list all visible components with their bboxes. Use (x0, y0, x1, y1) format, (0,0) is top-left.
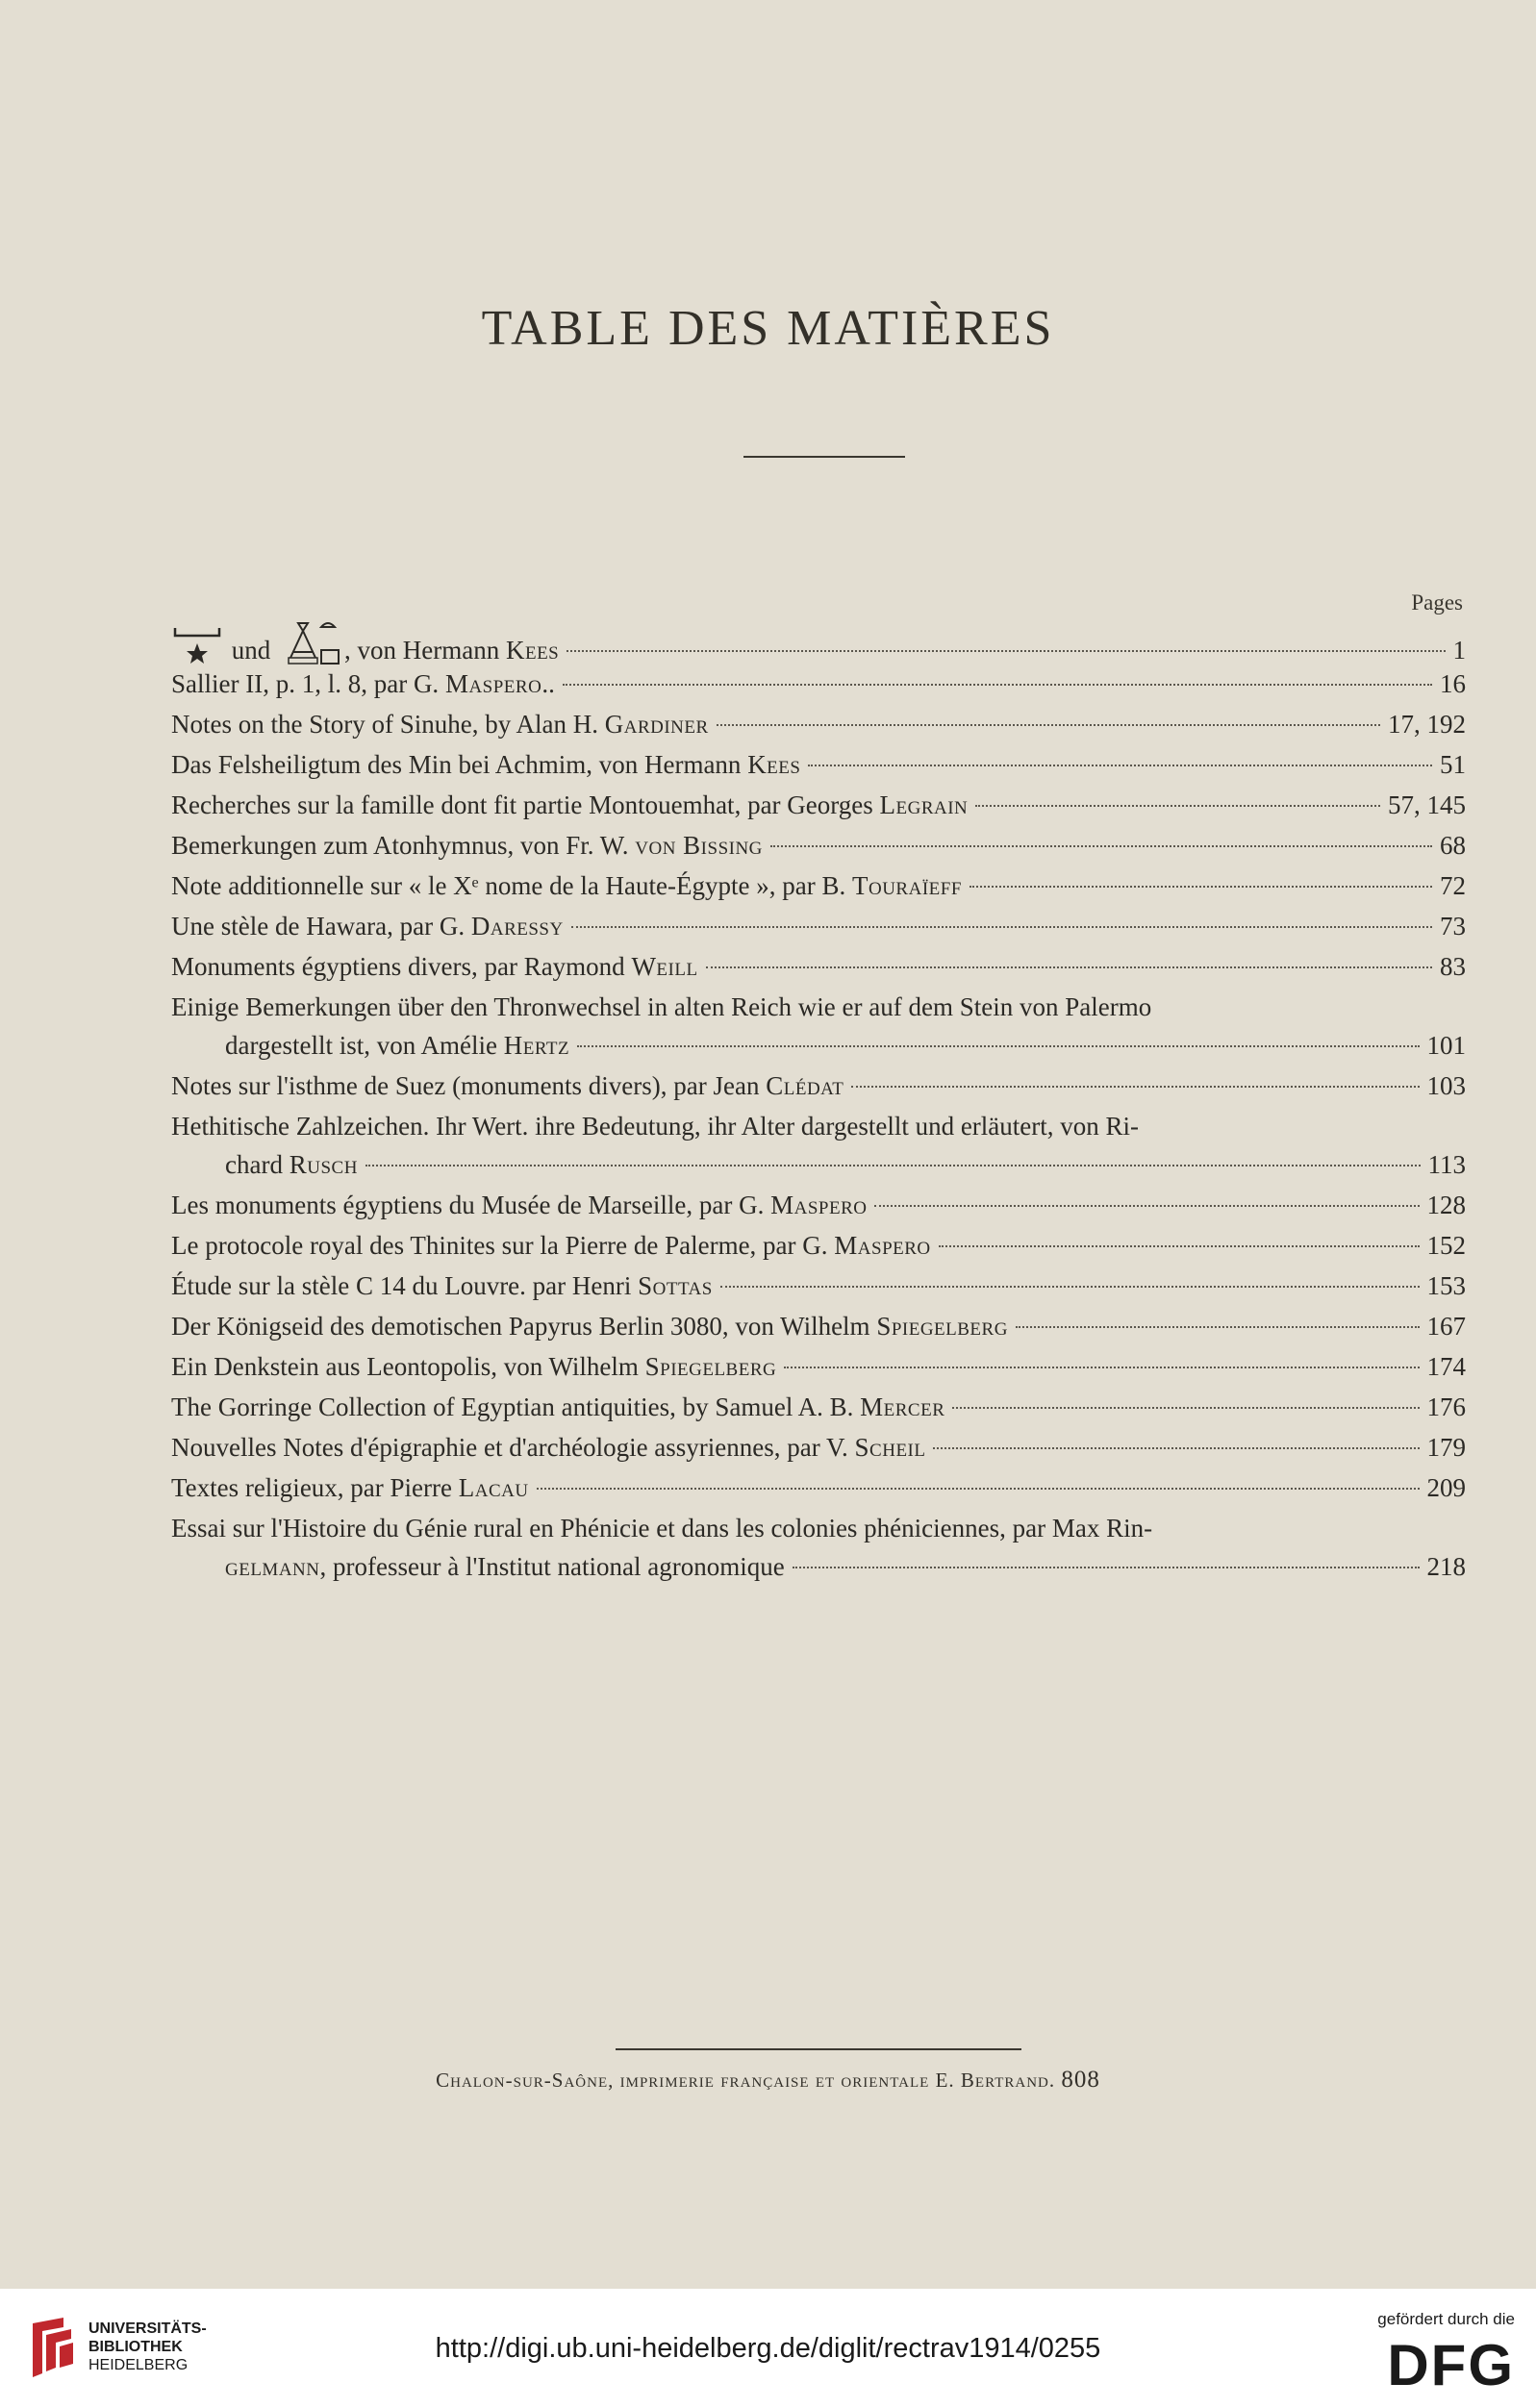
toc-entry: Étude sur la stèle C 14 du Louvre. par Henri Sottas 153 (171, 1266, 1466, 1306)
entry-page-number: 72 (1440, 871, 1466, 900)
toc-entry: Einige Bemerkungen über den Thronwechsel in alten Reich wie er auf dem Stein von Palermo dargestellt ist, von Amélie Hertz 101 (171, 987, 1466, 1066)
toc-entry: Sallier II, p. 1, l. 8, par G. Maspero.. 16 (171, 664, 1466, 704)
entry-page-number: 167 (1426, 1312, 1466, 1341)
footer-rule (616, 2048, 1021, 2050)
entry-page-number: 57, 145 (1388, 790, 1466, 819)
toc-entry: und , von Hermann Kees 1 (171, 623, 1466, 664)
dot-leader (952, 1407, 1419, 1409)
entry-page-number: 174 (1426, 1352, 1466, 1381)
toc-entry: Le protocole royal des Thinites sur la Pierre de Palerme, par G. Maspero 152 (171, 1225, 1466, 1266)
toc-entry: Recherches sur la famille dont fit partie Montouemhat, par Georges Legrain 57, 145 (171, 785, 1466, 825)
entry-author: Gardiner (604, 710, 709, 739)
printer-imprint: Chalon-sur-Saône, imprimerie française et orientale E. Bertrand. 808 (436, 2067, 1100, 2093)
toc-entry: The Gorringe Collection of Egyptian antiquities, by Samuel A. B. Mercer 176 (171, 1387, 1466, 1427)
entry-author: Clédat (766, 1071, 844, 1100)
dot-leader (577, 1045, 1419, 1047)
entry-page-number: 51 (1440, 750, 1466, 779)
entry-page-number: 83 (1440, 952, 1466, 981)
entry-author: Sottas (638, 1271, 713, 1300)
entry-page-number: 16 (1440, 669, 1466, 698)
dot-leader (571, 926, 1432, 928)
entry-author: Maspero (834, 1231, 931, 1260)
dot-leader (939, 1245, 1420, 1247)
entry-page-number: 1 (1452, 636, 1466, 665)
entry-author: Weill (631, 952, 698, 981)
table-of-contents (171, 623, 1466, 1587)
viewer-footer (0, 2289, 1536, 2408)
entry-page-number: 128 (1426, 1191, 1466, 1219)
entry-author: Touraïeff (851, 871, 962, 900)
pages-column-label: Pages (1411, 590, 1463, 615)
entry-page-number: 179 (1426, 1433, 1466, 1462)
toc-entry: Les monuments égyptiens du Musée de Marseille, par G. Maspero 128 (171, 1185, 1466, 1225)
toc-entry: Monuments égyptiens divers, par Raymond Weill 83 (171, 946, 1466, 987)
dot-leader (808, 765, 1432, 766)
toc-entry: Notes on the Story of Sinuhe, by Alan H. Gardiner 17, 192 (171, 704, 1466, 744)
entry-author: Rusch (289, 1150, 358, 1179)
entry-author: Mercer (860, 1392, 945, 1421)
dot-leader (969, 886, 1432, 888)
dot-leader (975, 805, 1380, 807)
entry-author: Kees (505, 636, 560, 665)
entry-page-number: 113 (1427, 1150, 1466, 1179)
toc-entry: Bemerkungen zum Atonhymnus, von Fr. W. von Bissing 68 (171, 825, 1466, 865)
entry-title-line: Hethitische Zahlzeichen. Ihr Wert. ihre Bedeutung, ihr Alter dargestellt und erläutert, von Ri- (171, 1112, 1140, 1141)
entry-title-line: Einige Bemerkungen über den Thronwechsel in alten Reich wie er auf dem Stein von Palermo (171, 992, 1152, 1021)
dot-leader (784, 1367, 1419, 1368)
dot-leader (933, 1447, 1419, 1449)
title-rule (743, 456, 905, 458)
toc-entry: Note additionnelle sur « le Xᵉ nome de la Haute-Égypte », par B. Touraïeff 72 (171, 865, 1466, 906)
dot-leader (793, 1567, 1420, 1568)
entry-author: Lacau (458, 1473, 529, 1502)
entry-page-number: 209 (1426, 1473, 1466, 1502)
toc-entry: Nouvelles Notes d'épigraphie et d'archéologie assyriennes, par V. Scheil 179 (171, 1427, 1466, 1467)
toc-entry: Textes religieux, par Pierre Lacau 209 (171, 1467, 1466, 1508)
university-library-name: UNIVERSITÄTS- BIBLIOTHEK HEIDELBERG (88, 2320, 207, 2373)
dot-leader (717, 724, 1380, 726)
entry-author: Legrain (879, 790, 969, 819)
entry-page-number: 152 (1426, 1231, 1466, 1260)
entry-author: Hertz (503, 1031, 570, 1060)
entry-author: von Bissing (635, 831, 763, 860)
dot-leader (1016, 1326, 1420, 1328)
dot-leader (563, 684, 1432, 686)
dfg-logo[interactable]: DFG (1387, 2333, 1515, 2397)
dot-leader (720, 1286, 1420, 1288)
dot-leader (706, 966, 1432, 968)
entry-page-number: 73 (1440, 912, 1466, 941)
funding-label: gefördert durch die (1377, 2310, 1515, 2328)
page-url-link[interactable]: http://digi.ub.uni-heidelberg.de/diglit/rectrav1914/0255 (435, 2333, 1101, 2364)
page-title: TABLE DES MATIÈRES (481, 301, 1055, 356)
toc-entry: Ein Denkstein aus Leontopolis, von Wilhelm Spiegelberg 174 (171, 1346, 1466, 1387)
toc-entry: Der Königseid des demotischen Papyrus Berlin 3080, von Wilhelm Spiegelberg 167 (171, 1306, 1466, 1346)
entry-author: gelmann (225, 1552, 320, 1581)
toc-entry: Essai sur l'Histoire du Génie rural en Phénicie et dans les colonies phéniciennes, par Max Rin- gelmann, professeur à l'Institut national agronomique 218 (171, 1508, 1466, 1587)
entry-page-number: 17, 192 (1388, 710, 1466, 739)
entry-author: Daressy (470, 912, 564, 941)
toc-entry: Das Felsheiligtum des Min bei Achmim, von Hermann Kees 51 (171, 744, 1466, 785)
imprint-number: 808 (1061, 2067, 1100, 2093)
entry-author: Maspero (444, 669, 542, 698)
entry-page-number: 176 (1426, 1392, 1466, 1421)
dot-leader (365, 1165, 1421, 1166)
entry-page-number: 153 (1426, 1271, 1466, 1300)
dot-leader (851, 1086, 1419, 1088)
dot-leader (770, 845, 1432, 847)
dot-leader (874, 1205, 1419, 1207)
toc-entry: Notes sur l'isthme de Suez (monuments divers), par Jean Clédat 103 (171, 1066, 1466, 1106)
entry-page-number: 103 (1426, 1071, 1466, 1100)
entry-author: Scheil (854, 1433, 926, 1462)
dot-leader (567, 650, 1445, 652)
entry-page-number: 218 (1426, 1552, 1466, 1581)
toc-entry: Une stèle de Hawara, par G. Daressy 73 (171, 906, 1466, 946)
dot-leader (537, 1488, 1420, 1490)
toc-entry: Hethitische Zahlzeichen. Ihr Wert. ihre Bedeutung, ihr Alter dargestellt und erläutert, von Ri- chard Rusch 113 (171, 1106, 1466, 1185)
entry-title-line: Essai sur l'Histoire du Génie rural en Phénicie et dans les colonies phéniciennes, par Max Rin- (171, 1514, 1153, 1543)
entry-author: Spiegelberg (876, 1312, 1008, 1341)
entry-page-number: 101 (1426, 1031, 1466, 1060)
entry-page-number: 68 (1440, 831, 1466, 860)
entry-author: Spiegelberg (644, 1352, 777, 1381)
entry-author: Maspero (770, 1191, 868, 1219)
entry-author: Kees (747, 750, 801, 779)
